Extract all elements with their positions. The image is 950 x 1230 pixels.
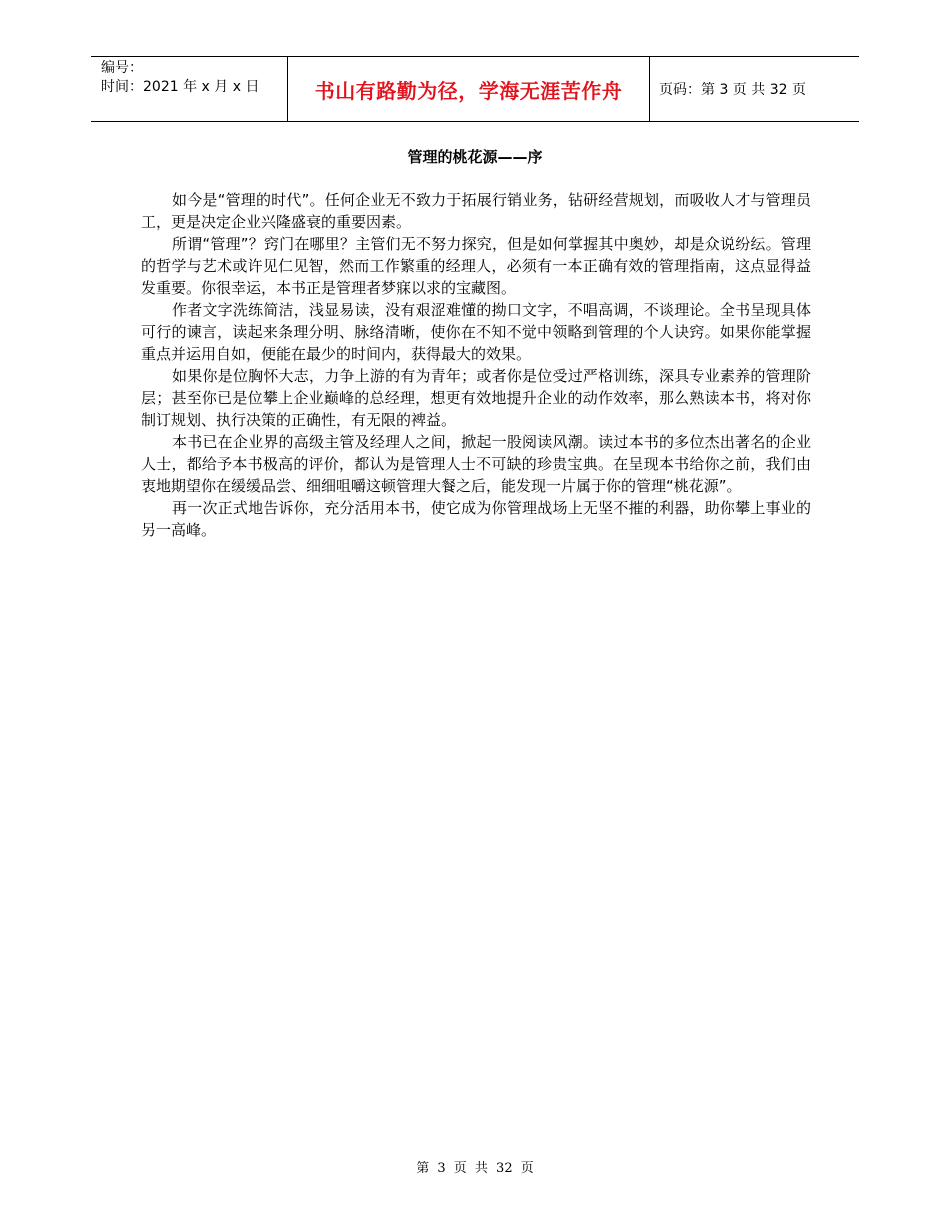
page-footer: 第 3 页 共 32 页 — [416, 1161, 534, 1176]
body-paragraph: 如今是“管理的时代”。任何企业无不致力于拓展行销业务，钻研经营规划，而吸收人才与管理员工，更是决定企业兴隆盛衰的重要因素。 — [141, 191, 811, 231]
body-paragraph: 本书已在企业界的高级主管及经理人之间，掀起一股阅读风潮。读过本书的多位杰出著名的企业人士，都给予本书极高的评价，都认为是管理人士不可缺的珍贵宝典。在呈现本书给你之前，我们由衷地期望你在缓缓品尝、细细咀嚼这顿管理大餐之后，能发现一片属于你的管理“桃花源”。 — [141, 433, 811, 495]
document-time: 时间：2021 年 x 月 x 日 — [101, 79, 260, 95]
document-number-label: 编号： — [101, 60, 143, 76]
body-paragraph: 所谓“管理”？窍门在哪里？主管们无不努力探究，但是如何掌握其中奥妙，却是众说纷纭。管理的哲学与艺术或许见仁见智，然而工作繁重的经理人，必须有一本正确有效的管理指南，这点显得益发重要。你很幸运，本书正是管理者梦寐以求的宝藏图。 — [141, 235, 811, 297]
document-body — [141, 189, 811, 541]
body-paragraph: 作者文字洗练简洁，浅显易读，没有艰涩难懂的拗口文字，不唱高调，不谈理论。全书呈现具体可行的谏言，读起来条理分明、脉络清晰，使你在不知不觉中领略到管理的个人诀窍。如果你能掌握重点并运用自如，便能在最少的时间内，获得最大的效果。 — [141, 301, 811, 363]
header-motto: 书山有路勤为径，学海无涯苦作舟 — [314, 78, 623, 103]
header-page-info: 页码：第 3 页 共 32 页 — [659, 82, 806, 98]
body-paragraph: 再一次正式地告诉你，充分活用本书，使它成为你管理战场上无坚不摧的利器，助你攀上事业的另一高峰。 — [141, 499, 811, 539]
page-header — [91, 56, 859, 122]
header-meta — [91, 57, 287, 121]
header-motto-cell — [287, 57, 650, 121]
body-paragraph: 如果你是位胸怀大志，力争上游的有为青年；或者你是位受过严格训练，深具专业素养的管理阶层；甚至你已是位攀上企业巅峰的总经理，想更有效地提升企业的动作效率，那么熟读本书，将对你制订规划、执行决策的正确性，有无限的裨益。 — [141, 367, 811, 429]
header-page-info-cell — [650, 57, 859, 121]
document-title: 管理的桃花源——序 — [407, 148, 543, 166]
